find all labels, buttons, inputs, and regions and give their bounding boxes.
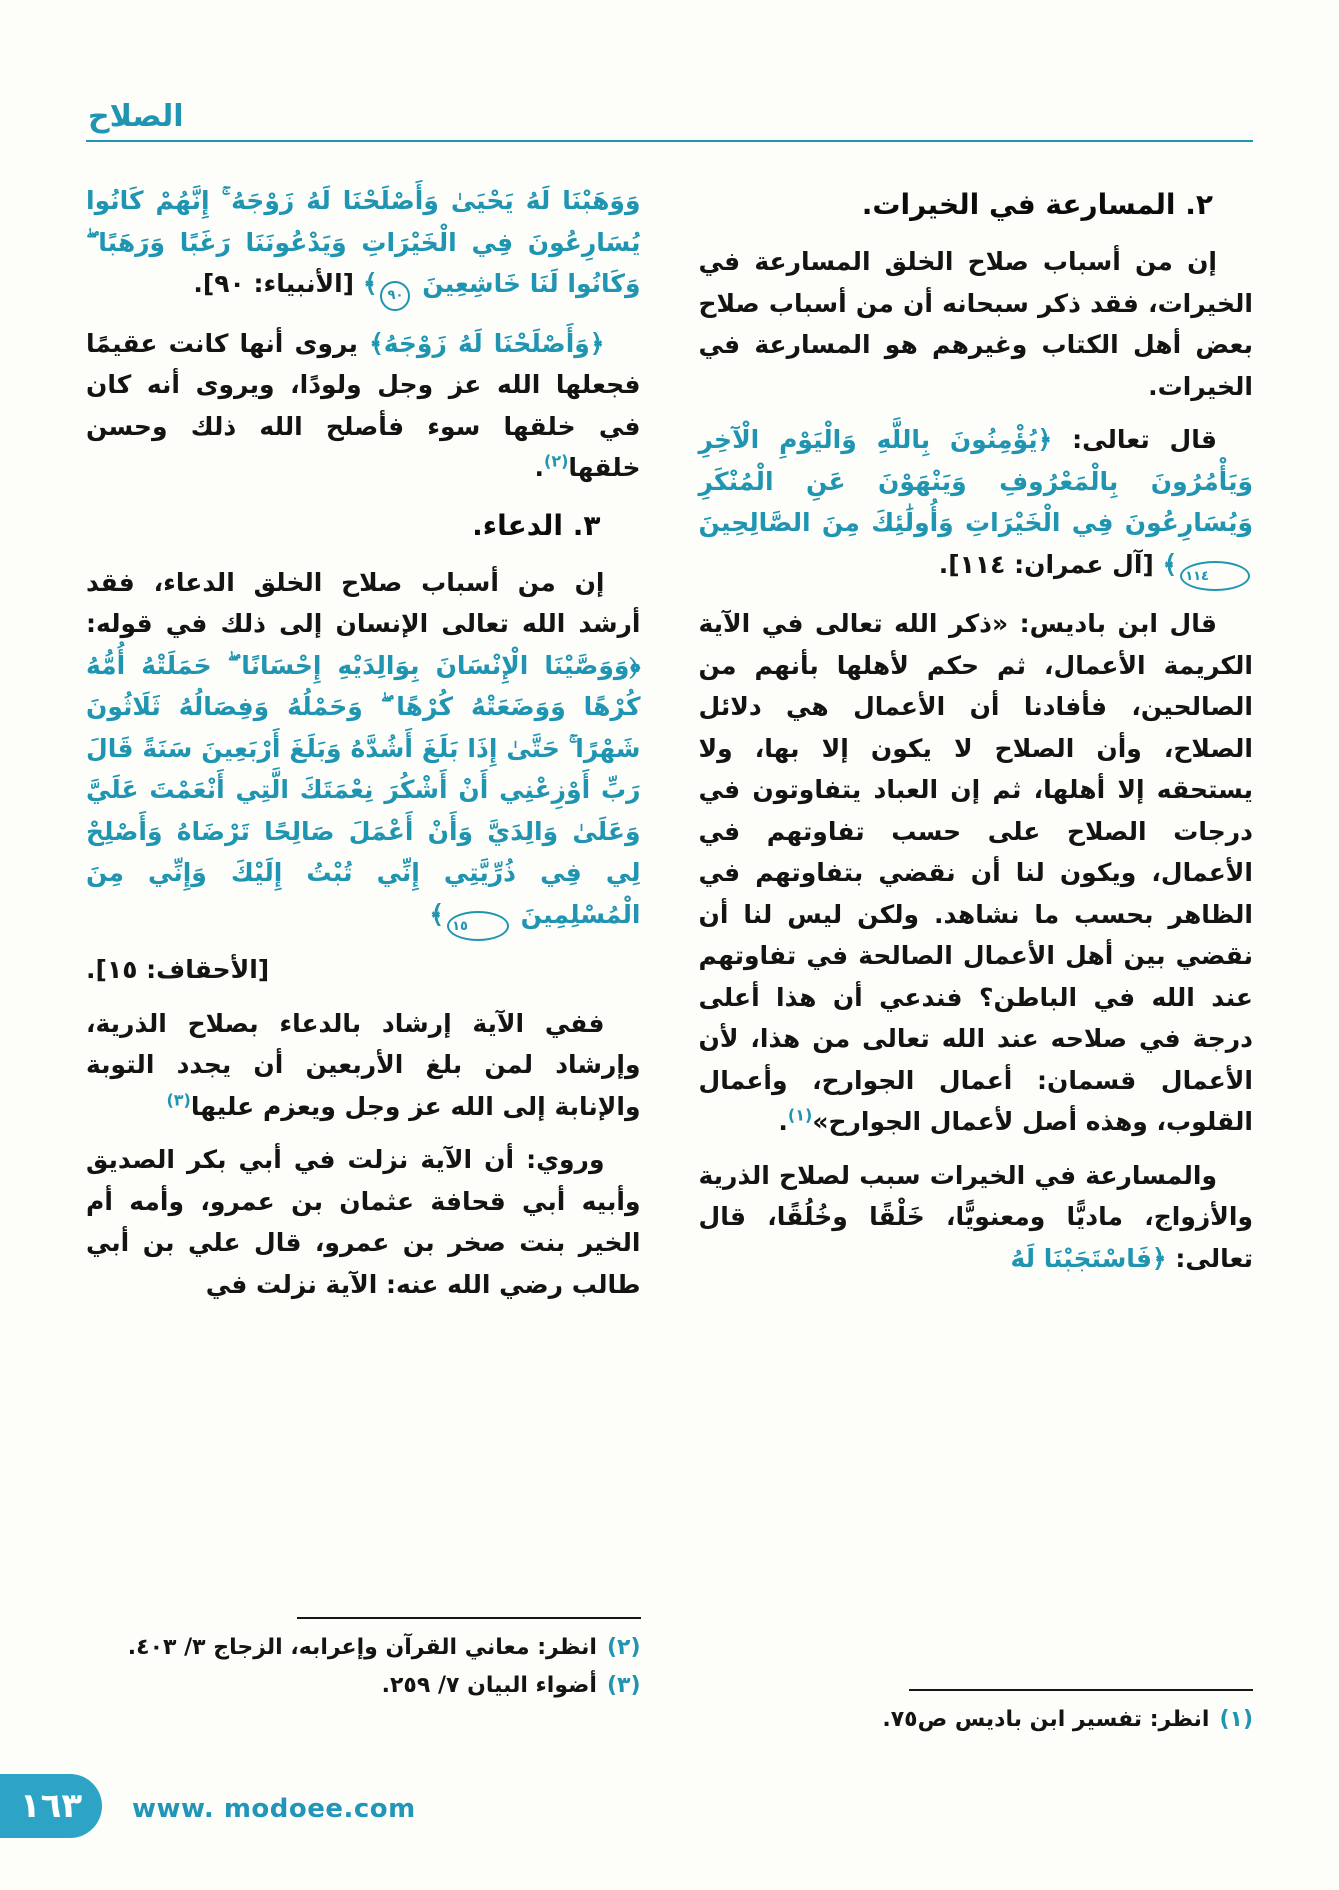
- paragraph-badis-quote: [699, 603, 1254, 1143]
- footnote-mark-3: (٣): [166, 1090, 191, 1110]
- verse-reference-line: [86, 949, 641, 991]
- column-right: [699, 180, 1254, 1738]
- footnote-separator: [297, 1617, 641, 1619]
- footnote-number: (١): [1219, 1706, 1253, 1732]
- verse-reference: [آل عمران: ١١٤].: [938, 549, 1154, 579]
- quran-verse-fastajabna: ﴿فَاسْتَجَبْنَا لَهُ: [1010, 1243, 1167, 1273]
- website-text: www. modoee.com: [132, 1794, 416, 1824]
- verse-reference: [الأحقاف: ١٥].: [86, 955, 270, 984]
- verse-closing-bracket: ﴾: [1162, 549, 1178, 579]
- paragraph-ruwiya: وروي: أن الآية نزلت في أبي بكر الصديق وأبيه أبي قحافة عثمان بن عمرو، وأمه أم الخير بنت صخر بن عمرو، قال علي بن أبي طالب رضي الله عنه: الآية نزلت في: [86, 1145, 641, 1299]
- paragraph-intro: إن من أسباب صلاح الخلق المسارعة في الخيرات، فقد ذكر سبحانه أن من أسباب صلاح بعض أهل الكتاب وغيرهم هو المسارعة في الخيرات.: [698, 247, 1253, 401]
- verse-text: ﴿يُؤْمِنُونَ بِاللَّهِ وَالْيَوْمِ الْآخِرِ وَيَأْمُرُونَ بِالْمَعْرُوفِ وَيَنْهَوْنَ عَنِ الْمُنْكَرِ وَيُسَارِعُونَ فِي الْخَيْرَاتِ وَأُولَٰئِكَ مِنَ الصَّالِحِينَ: [698, 425, 1253, 537]
- footnotes-right: [699, 1689, 1254, 1738]
- verse-closing-bracket: ﴾: [362, 269, 378, 298]
- quran-verse-ahqaf: [86, 650, 641, 934]
- body-text: والمسارعة في الخيرات سبب لصلاح الذرية والأزواج، ماديًّا ومعنويًّا، خَلْقًا وخُلُقًا، قال تعالى:: [698, 1160, 1253, 1273]
- column-left: [86, 180, 641, 1738]
- qala-taala-label: قال تعالى:: [1072, 425, 1218, 454]
- period: .: [778, 1107, 788, 1136]
- period: .: [534, 453, 544, 482]
- paragraph-musaraa-sabab: [699, 1155, 1254, 1280]
- quote-text: قال ابن باديس: «ذكر الله تعالى في الآية الكريمة الأعمال، ثم حكم لأهلها بأنهم من الصالحين، فأفادنا أن الأعمال هي دلائل الصلاح، وأن الصلاح لا يكون إلا بها، ولا يستحقه إلا أهلها، ثم إن العباد يتفاوتون في درجات الصلاح على حسب تفاوتهم في الأعمال، ويكون لنا أن نقضي بتفاوتهم في الظاهر بحسب ما نشاهد. ولكن ليس لنا أن نقضي بين أهل الأعمال الصالحة في تفاوتهم عند الله في الباطن؟ فندعي أن هذا أعلى درجة في صلاحه عند الله تعالى من هذا، لأن الأعمال قسمان: أعمال الجوارح، وأعمال القلوب، وهذه أصل لأعمال الجوارح»: [698, 609, 1253, 1136]
- page-number: ١٦٣: [19, 1786, 83, 1826]
- footnote-item: [86, 1667, 641, 1704]
- paragraph-dua: [86, 562, 641, 942]
- footnote-text: انظر: تفسير ابن باديس ص٧٥.: [882, 1706, 1210, 1732]
- body-text: ففي الآية إرشاد بالدعاء بصلاح الذرية، وإرشاد لمن بلغ الأربعين أن يجدد التوبة والإنابة إلى الله عز وجل ويعزم عليها: [86, 1008, 641, 1121]
- footnotes-left: [86, 1617, 641, 1704]
- footnote-item: [699, 1701, 1254, 1738]
- verse-reference: [الأنبياء: ٩٠].: [193, 269, 355, 298]
- ayah-number-badge: ١١٤: [1180, 561, 1250, 591]
- body-text: يروى أنها كانت عقيمًا فجعلها الله عز وجل ولودًا، ويروى أنه كان في خلقها سوء فأصلح الله ذلك وحسن خلقها: [86, 328, 641, 482]
- footnote-item: [86, 1629, 641, 1666]
- ayah-number-badge: ١٥: [447, 911, 509, 941]
- two-column-text: [86, 180, 1253, 1738]
- footnote-text: انظر: معاني القرآن وإعرابه، الزجاج ٣/ ٤٠٣.: [127, 1635, 597, 1661]
- footnote-number: (٢): [606, 1635, 641, 1661]
- section-heading-dua: ٣. الدعاء.: [472, 508, 601, 542]
- footnote-text: أضواء البيان ٧/ ٢٥٩.: [381, 1672, 597, 1698]
- page-header: [86, 92, 1253, 142]
- chapter-title: الصلاح: [88, 99, 184, 134]
- paragraph-aslahna: [86, 323, 641, 489]
- paragraph-fafi: [86, 1003, 641, 1128]
- paragraph-verse-imran: [699, 419, 1254, 591]
- verse-text: وَوَهَبْنَا لَهُ يَحْيَىٰ وَأَصْلَحْنَا لَهُ زَوْجَهُ ۚ إِنَّهُمْ كَانُوا يُسَارِعُونَ فِي الْخَيْرَاتِ وَيَدْعُونَنَا رَغَبًا وَرَهَبًا ۖ وَكَانُوا لَنَا خَاشِعِينَ: [86, 186, 641, 298]
- quran-snippet-aslahna: ﴿وَأَصْلَحْنَا لَهُ زَوْجَهُ﴾: [369, 328, 605, 358]
- ayah-number-badge: ٩٠: [380, 281, 410, 311]
- body-text: إن من أسباب صلاح الخلق الدعاء، فقد أرشد الله تعالى الإنسان إلى ذلك في قوله:: [86, 567, 641, 638]
- verse-closing-bracket: ﴾: [429, 899, 445, 929]
- verse-text: ﴿وَوَصَّيْنَا الْإِنْسَانَ بِوَالِدَيْهِ إِحْسَانًا ۖ حَمَلَتْهُ أُمُّهُ كُرْهًا وَوَضَعَتْهُ كُرْهًا ۖ وَحَمْلُهُ وَفِصَالُهُ ثَلَاثُونَ شَهْرًا ۚ حَتَّىٰ إِذَا بَلَغَ أَشُدَّهُ وَبَلَغَ أَرْبَعِينَ سَنَةً قَالَ رَبِّ أَوْزِعْنِي أَنْ أَشْكُرَ نِعْمَتَكَ الَّتِي أَنْعَمْتَ عَلَيَّ وَعَلَىٰ وَالِدَيَّ وَأَنْ أَعْمَلَ صَالِحًا تَرْضَاهُ وَأَصْلِحْ لِي فِي ذُرِّيَّتِي إِنِّي تُبْتُ إِلَيْكَ وَإِنِّي مِنَ الْمُسْلِمِينَ: [86, 650, 641, 929]
- footnote-number: (٣): [606, 1672, 641, 1698]
- page-number-tab: [0, 1774, 102, 1838]
- quran-verse-anbiya: [86, 186, 641, 303]
- paragraph-verse-anbiya: [86, 180, 641, 311]
- footnote-mark-1: (١): [787, 1105, 813, 1125]
- section-heading-musaraa: ٢. المسارعة في الخيرات.: [861, 188, 1213, 221]
- footnote-mark-2: (٢): [544, 451, 569, 471]
- footnote-separator: [909, 1689, 1253, 1691]
